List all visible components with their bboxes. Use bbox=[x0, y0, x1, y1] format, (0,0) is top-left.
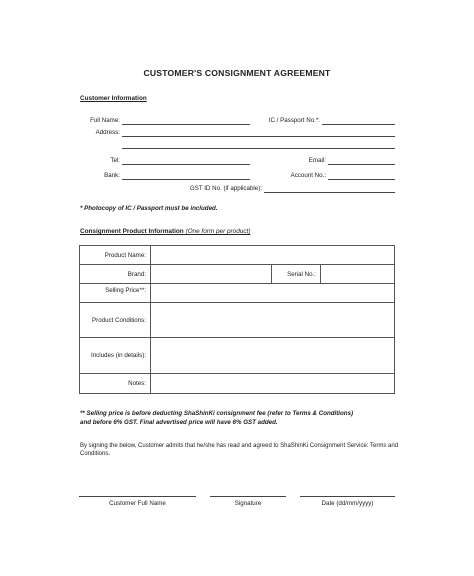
signature-caption: Signature bbox=[234, 500, 262, 507]
product-name-field[interactable] bbox=[151, 246, 395, 265]
customer-info-heading: Customer Information bbox=[80, 95, 147, 102]
full-name-label: Full Name: bbox=[90, 117, 120, 124]
date-caption: Date (dd/mm/yyyy) bbox=[321, 500, 374, 507]
page-title: CUSTOMER'S CONSIGNMENT AGREEMENT bbox=[143, 68, 331, 78]
product-info-table bbox=[79, 245, 395, 394]
includes-field[interactable] bbox=[151, 338, 395, 374]
address-field-line-2[interactable] bbox=[122, 148, 395, 149]
table-row bbox=[80, 284, 395, 303]
product-info-subheading: (One form per product) bbox=[185, 228, 251, 235]
product-name-label: Product Name: bbox=[80, 246, 151, 265]
tel-label: Tel: bbox=[110, 157, 120, 164]
selling-price-label: Selling Price**: bbox=[80, 284, 151, 303]
product-conditions-field[interactable] bbox=[151, 303, 395, 338]
email-field[interactable] bbox=[328, 164, 395, 165]
consent-paragraph: By signing the below, Customer admits that he/she has read and agreed to ShaShinKi Consignment Service: Terms and Conditions. bbox=[80, 443, 399, 458]
notes-label: Notes: bbox=[80, 374, 151, 394]
customer-name-signature-line[interactable] bbox=[79, 496, 196, 497]
gst-id-field[interactable] bbox=[264, 192, 395, 193]
notes-field[interactable] bbox=[151, 374, 395, 394]
table-row bbox=[80, 374, 395, 394]
table-row bbox=[80, 265, 395, 284]
customer-full-name-caption: Customer Full Name bbox=[109, 500, 166, 507]
selling-price-field[interactable] bbox=[151, 284, 395, 303]
ic-passport-field[interactable] bbox=[322, 124, 395, 125]
address-label: Address: bbox=[95, 129, 120, 136]
email-label: Email: bbox=[308, 157, 326, 164]
account-no-label: Account No.: bbox=[290, 172, 326, 179]
product-info-heading-text: Consignment Product Information bbox=[80, 228, 184, 235]
brand-label: Brand: bbox=[80, 265, 151, 284]
signature-line[interactable] bbox=[210, 496, 286, 497]
brand-field[interactable] bbox=[151, 265, 272, 284]
photocopy-note: * Photocopy of IC / Passport must be included. bbox=[80, 205, 218, 212]
includes-label: Includes (in details): bbox=[80, 338, 151, 374]
account-no-field[interactable] bbox=[328, 179, 395, 180]
product-conditions-label: Product Conditions: bbox=[80, 303, 151, 338]
ic-passport-label: IC / Passport No.*: bbox=[268, 117, 320, 124]
serial-no-field[interactable] bbox=[321, 265, 395, 284]
table-row bbox=[80, 303, 395, 338]
bank-label: Bank: bbox=[104, 172, 120, 179]
address-field-line-1[interactable] bbox=[122, 136, 395, 137]
gst-id-label: GST ID No. (if applicable): bbox=[189, 185, 262, 192]
selling-price-footnote-2: and before 6% GST. Final advertised price will have 6% GST added. bbox=[80, 419, 278, 426]
table-row bbox=[80, 338, 395, 374]
date-signature-line[interactable] bbox=[300, 496, 395, 497]
selling-price-footnote-1: ** Selling price is before deducting ShaShinKi consignment fee (refer to Terms & Conditions) bbox=[80, 410, 354, 417]
serial-no-label: Serial No.: bbox=[272, 265, 321, 284]
product-info-heading bbox=[80, 228, 250, 235]
full-name-field[interactable] bbox=[122, 124, 250, 125]
table-row bbox=[80, 246, 395, 265]
tel-field[interactable] bbox=[122, 164, 250, 165]
bank-field[interactable] bbox=[122, 179, 250, 180]
